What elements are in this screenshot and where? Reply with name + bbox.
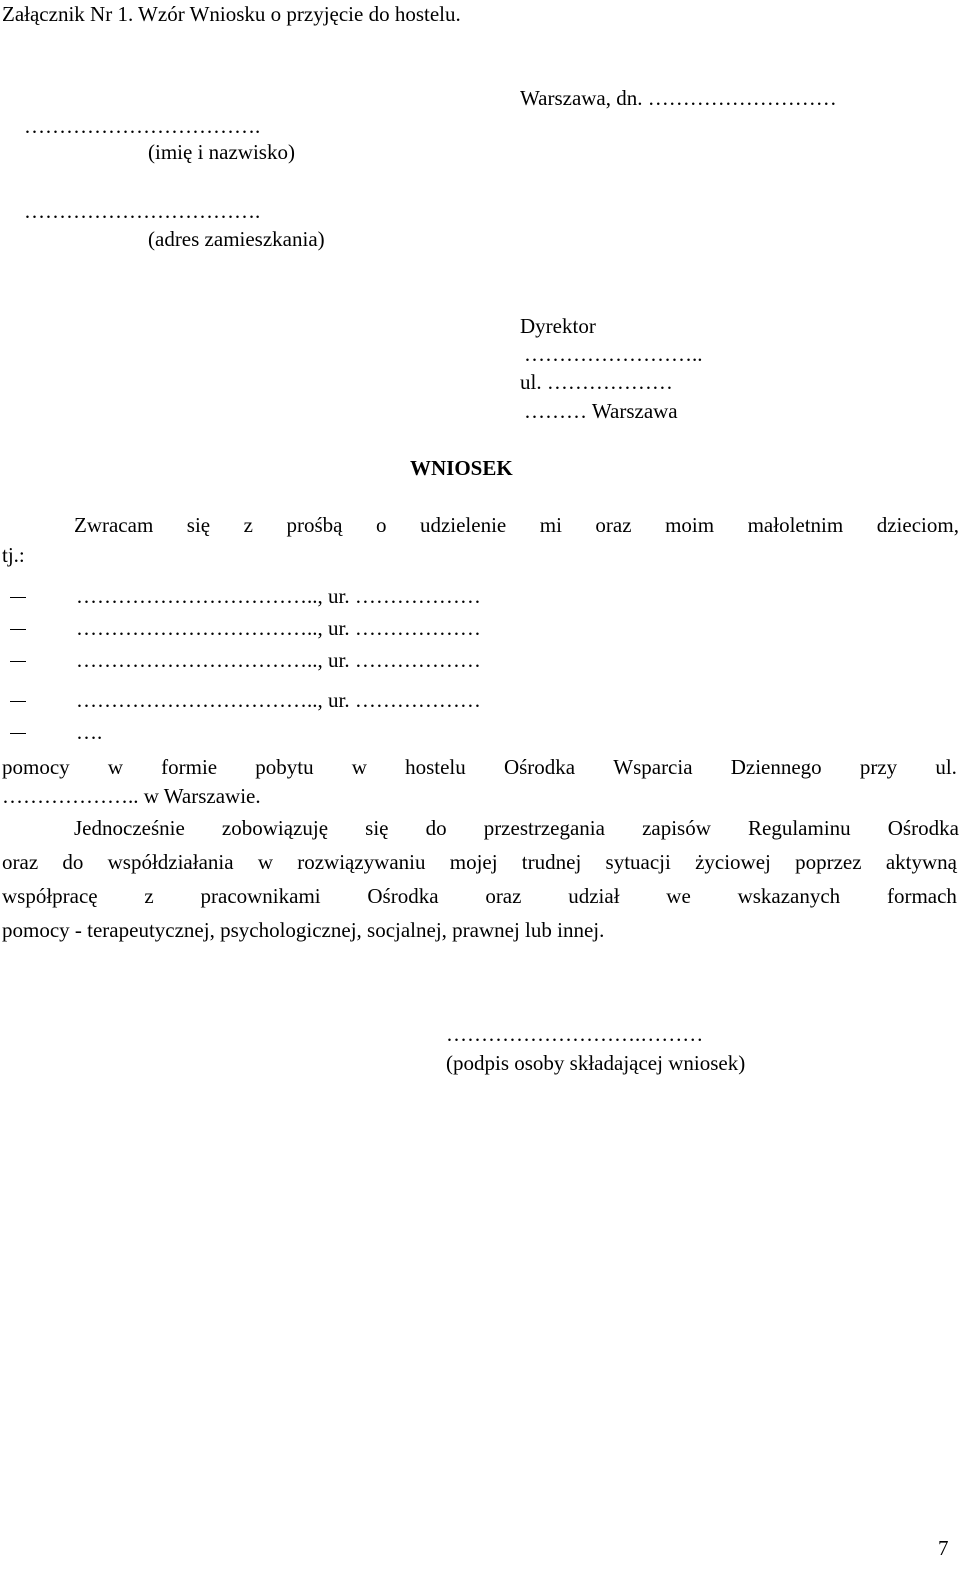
obligation-line-2 <box>2 852 957 873</box>
applicant-address-dots: ……………………………. <box>24 199 261 223</box>
word: oraz <box>485 884 522 908</box>
word: pracownikami <box>200 884 321 908</box>
word: formach <box>886 884 957 908</box>
word: przestrzegania <box>483 816 605 840</box>
child-entry-line: …………………………….., ur. ……………… <box>76 688 481 712</box>
word: Ośrodka <box>503 755 576 779</box>
child-entry-line: …. <box>76 720 103 744</box>
page-number: 7 <box>938 1536 949 1560</box>
word: z <box>243 513 253 537</box>
word: Zwracam <box>74 513 154 537</box>
word: w <box>257 850 273 874</box>
word: poprzez <box>795 850 862 874</box>
list-dash <box>10 733 26 734</box>
attachment-header: Załącznik Nr 1. Wzór Wniosku o przyjęcie do hostelu. <box>2 2 461 26</box>
intro-sentence-line <box>2 515 959 536</box>
obligation-line-1 <box>2 818 959 839</box>
word: Ośrodka <box>367 884 439 908</box>
word: Dziennego <box>730 755 822 779</box>
word: hostelu <box>405 755 466 779</box>
list-dash <box>10 597 26 598</box>
word: wskazanych <box>737 884 841 908</box>
word: Wsparcia <box>613 755 693 779</box>
word: prośbą <box>286 513 343 537</box>
word: udział <box>568 884 620 908</box>
word: zobowiązuję <box>221 816 329 840</box>
word: aktywną <box>885 850 957 874</box>
word: przy <box>859 755 898 779</box>
child-entry-line: …………………………….., ur. ……………… <box>76 584 481 608</box>
list-dash <box>10 701 26 702</box>
word: trudnej <box>521 850 582 874</box>
word: Jednocześnie <box>74 816 185 840</box>
word: do <box>62 850 84 874</box>
word: z <box>144 884 154 908</box>
child-entry-line: …………………………….., ur. ……………… <box>76 648 481 672</box>
applicant-address-label: (adres zamieszkania) <box>148 227 325 251</box>
word: się <box>365 816 389 840</box>
word: małoletnim <box>747 513 844 537</box>
list-dash <box>10 661 26 662</box>
obligation-line-4: pomocy - terapeutycznej, psychologicznej, socjalnej, prawnej lub innej. <box>2 918 605 942</box>
help-sentence-line <box>2 757 957 778</box>
word: rozwiązywaniu <box>297 850 426 874</box>
word: współpracę <box>2 884 98 908</box>
recipient-line-1: …………………….. <box>524 342 703 366</box>
word: moim <box>665 513 715 537</box>
intro-continuation: tj.: <box>2 543 25 567</box>
word: udzielenie <box>419 513 507 537</box>
word: pobytu <box>255 755 314 779</box>
word: współdziałania <box>107 850 234 874</box>
word: do <box>425 816 447 840</box>
word: mojej <box>449 850 498 874</box>
help-sentence-continuation: ……………….. w Warszawie. <box>2 784 261 808</box>
word: w <box>351 755 367 779</box>
child-entry-line: …………………………….., ur. ……………… <box>76 616 481 640</box>
recipient-city-line: ……… Warszawa <box>524 399 678 423</box>
place-date-line: Warszawa, dn. ……………………… <box>520 86 837 110</box>
word: o <box>375 513 387 537</box>
document-title: WNIOSEK <box>410 456 513 480</box>
word: Ośrodka <box>887 816 959 840</box>
word: się <box>186 513 211 537</box>
word: formie <box>161 755 218 779</box>
recipient-street-line: ul. ……………… <box>520 370 673 394</box>
word: sytuacji <box>605 850 671 874</box>
recipient-title: Dyrektor <box>520 314 596 338</box>
signature-dots: ……………………….……… <box>446 1022 704 1046</box>
word: ul. <box>935 755 957 779</box>
list-dash <box>10 629 26 630</box>
word: Regulaminu <box>748 816 851 840</box>
word: zapisów <box>642 816 711 840</box>
word: w <box>107 755 123 779</box>
word: oraz <box>595 513 632 537</box>
word: oraz <box>2 850 39 874</box>
word: we <box>666 884 691 908</box>
word: mi <box>539 513 562 537</box>
word: pomocy <box>2 755 70 779</box>
word: dzieciom, <box>876 513 959 537</box>
word: życiowej <box>695 850 771 874</box>
applicant-name-label: (imię i nazwisko) <box>148 140 295 164</box>
obligation-line-3 <box>2 886 957 907</box>
applicant-name-dots: ……………………………. <box>24 114 261 138</box>
signature-label: (podpis osoby składającej wniosek) <box>446 1051 746 1075</box>
